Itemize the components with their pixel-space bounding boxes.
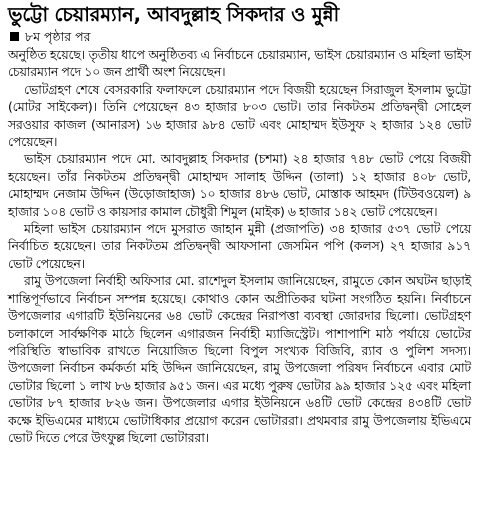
paragraph-chairman-result: ভোটগ্রহণ শেষে বেসরকারি ফলাফলে চেয়ারম্যান পদে বিজয়ী হয়েছেন সিরাজুল ইসলাম ভুট্টো (মোটর সাইকেল)। তিনি পেয়েছেন ৪৩ হাজার ৮০৩ ভোট। তার নিকটতম প্রতিদ্বন্দ্বী সোহেল সরওয়ার কাজল (আনারস) ১৬ হাজার ৯৮৪ ভোট এবং মোহাম্মদ ইউসুফ ২ হাজার ১২৪ ভোট পেয়েছেন। [8, 81, 471, 150]
paragraph-vice-chairman-result: ভাইস চেয়ারম্যান পদে মো. আবদুল্লাহ সিকদার (চশমা) ২৪ হাজার ৭৪৮ ভোট পেয়ে বিজয়ী হয়েছেন। তাঁর নিকটতম প্রতিদ্বন্দ্বী মোহাম্মদ সালাহ উদ্দিন (তালা) ১২ হাজার ৪০৮ ভোট, মোহাম্মদ নেজাম উদ্দিন (উড়োজাহাজ) ১০ হাজার ৪৮৬ ভোট, মোস্তাক আহমদ (টিউবওয়েল) ৯ হাজার ১০৪ ভোট ও কায়সার কামাল চৌধুরী শিমুল (মাইক) ৬ হাজার ১৪২ ভোট পেয়েছেন। [8, 151, 471, 219]
paragraph-intro: অনুষ্ঠিত হয়েছে। তৃতীয় ধাপে অনুষ্ঠিতব্য এ নির্বাচনে চেয়ারম্যান, ভাইস চেয়ারম্যান ও মহিলা ভাইস চেয়ারম্যান পদে ১০ জন প্রার্থী অংশ নিয়েছেন। [8, 47, 471, 80]
square-bullet-icon [10, 32, 19, 41]
continuation-line [8, 28, 471, 45]
article-body [8, 46, 471, 446]
headline: ভুট্টো চেয়ারম্যান, আবদুল্লাহ সিকদার ও মুন্নী [8, 3, 339, 26]
paragraph-woman-vice-chairman-result: মহিলা ভাইস চেয়ারম্যান পদে মুসরাত জাহান মুন্নী (প্রজাপতি) ৩৪ হাজার ৫৩৭ ভোট পেয়ে নির্বাচিত হয়েছেন। তার নিকটতম প্রতিদ্বন্দ্বী আফসানা জেসমিন পপি (কলস) ২৭ হাজার ৯১৭ ভোট পেয়েছেন। [8, 221, 471, 271]
paragraph-election-details: রামু উপজেলা নির্বাহী অফিসার মো. রাশেদুল ইসলাম জানিয়েছেন, রামুতে কোন অঘটন ছাড়াই শান্তিপূর্ণভাবে নির্বাচন সম্পন্ন হয়েছে। কোথাও কোন অপ্রীতিকর ঘটনা সংগঠিত হয়নি। নির্বাচনে উপজেলার এগারটি ইউনিয়নের ৬৪ ভোট কেন্দ্রের নিরাপত্তা ব্যবস্থা জোরদার ছিলো। ভোটগ্রহণ চলাকালে সার্বক্ষণিক মাঠে ছিলেন এগারজন নির্বাহী ম্যাজিস্ট্রেট। পাশাপাশি মাঠ পর্যায়ে ভোটের পরিস্থিতি স্বাভাবিক রাখতে নিয়োজিত ছিলো বিপুল সংখ্যক বিজিবি, র‌্যাব ও পুলিশ সদস্য। উপজেলা নির্বাচন কর্মকর্তা মহি উদ্দিন জানিয়েছেন, রামু উপজেলা পরিষদ নির্বাচনে এবার মোট ভোটার ছিলো ১ লাখ ৮৬ হাজার ৯৫১ জন। এর মধ্যে পুরুষ ভোটার ৯৯ হাজার ১২৫ এবং মহিলা ভোটার ৮৭ হাজার ৮২৬ জন। উপজেলার এগার ইউনিয়নে ৬৪টি ভোট কেন্দ্রের ৪৩৪টি ভোট কক্ষে ইভিএমের মাধ্যমে ভোটাধিকার প্রয়োগ করেন ভোটাররা। প্রথমবার রামু উপজেলায় ইভিএমে ভোট দিতে পেরে উৎফুল্ল ছিলো ভোটাররা। [8, 273, 471, 445]
continuation-label: ৮ম পৃষ্ঠার পর [25, 29, 91, 44]
